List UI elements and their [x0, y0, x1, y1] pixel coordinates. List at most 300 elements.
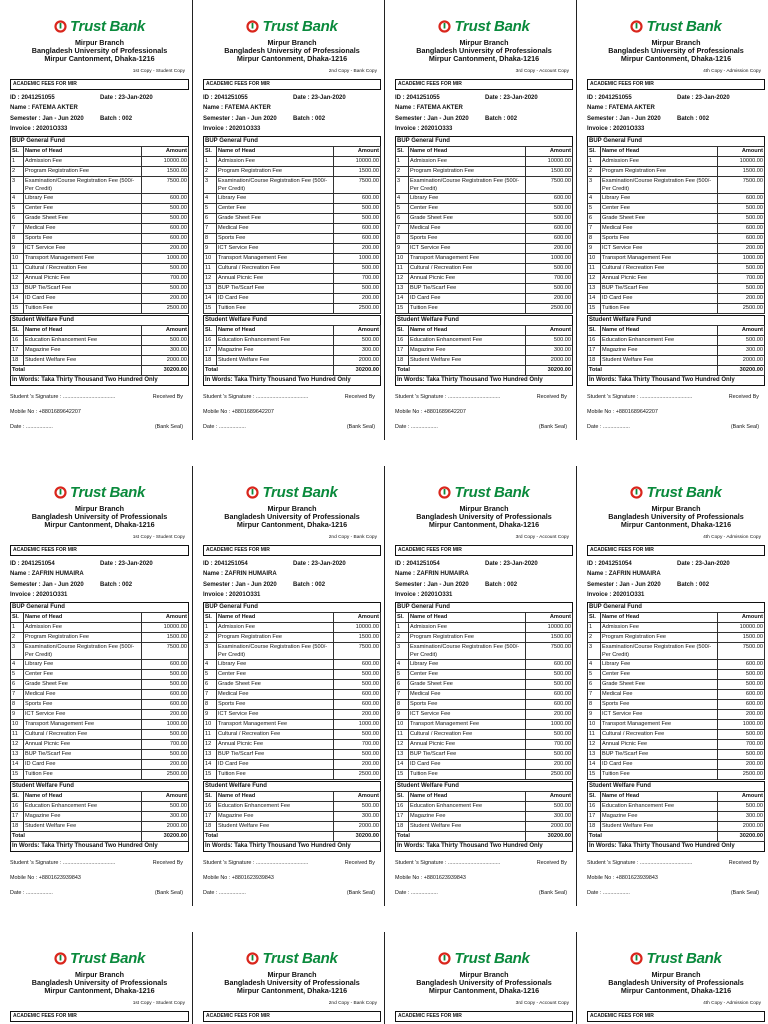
- total-label: Total: [588, 365, 718, 375]
- fee-sl: 16: [396, 335, 409, 345]
- table-header: [588, 791, 765, 801]
- col-amount: Amount: [718, 791, 765, 801]
- fee-amount: 300.00: [718, 345, 765, 355]
- fee-amount: 500.00: [334, 203, 381, 213]
- table-row: [396, 739, 573, 749]
- table-row: [11, 303, 189, 313]
- table-row: [204, 821, 381, 831]
- table-row: [204, 355, 381, 365]
- table-row: [588, 243, 765, 253]
- fee-amount: 10000.00: [142, 156, 189, 166]
- fee-sl: 18: [204, 821, 217, 831]
- fee-sl: 15: [204, 303, 217, 313]
- received-by: Received By: [152, 859, 183, 866]
- table-row: [204, 699, 381, 709]
- bank-name: Trust Bank: [646, 483, 722, 501]
- fee-sl: 8: [204, 233, 217, 243]
- invoice: Invoice : 20201O333: [587, 126, 645, 133]
- bup-fund-heading: BUP General Fund: [203, 136, 381, 146]
- fee-amount: 200.00: [526, 243, 573, 253]
- table-row: [588, 642, 765, 659]
- fee-amount: 2500.00: [526, 303, 573, 313]
- total-label: Total: [396, 831, 526, 841]
- total-label: Total: [11, 831, 142, 841]
- fee-head: Center Fee: [601, 203, 718, 213]
- fee-sl: 15: [396, 769, 409, 779]
- semester: Semester : Jan - Jun 2020: [10, 581, 84, 588]
- total-label: Total: [204, 831, 334, 841]
- table-row: [204, 345, 381, 355]
- table-row: [396, 213, 573, 223]
- fee-amount: 500.00: [334, 213, 381, 223]
- table-row: [588, 699, 765, 709]
- bup-fee-table: [587, 146, 765, 314]
- fee-head: Student Welfare Fee: [217, 355, 334, 365]
- bank-seal: (Bank Seal): [538, 423, 567, 430]
- fee-amount: 500.00: [718, 335, 765, 345]
- table-row: [11, 811, 189, 821]
- branch-name: Mirpur Branch: [74, 970, 125, 979]
- fee-amount: 500.00: [718, 213, 765, 223]
- total-amount: 30200.00: [142, 365, 189, 375]
- fee-head: Tuition Fee: [24, 769, 142, 779]
- fee-amount: 200.00: [718, 709, 765, 719]
- received-by: Received By: [728, 859, 759, 866]
- fee-amount: 7500.00: [526, 642, 573, 659]
- table-row: [396, 749, 573, 759]
- fee-sl: 9: [204, 709, 217, 719]
- table-row: [588, 156, 765, 166]
- col-sl: Sl.: [588, 791, 601, 801]
- signature-line: [10, 391, 189, 404]
- bank-name: Trust Bank: [69, 17, 146, 35]
- col-head: Name of Head: [24, 791, 142, 801]
- fee-head: Examination/Course Registration Fee (500/-Per Credit): [601, 176, 718, 193]
- fee-head: Annual Picnic Fee: [217, 273, 334, 283]
- branch-name: Mirpur Branch: [459, 504, 509, 513]
- table-row: [204, 739, 381, 749]
- batch: Batch : 002: [293, 581, 326, 588]
- fee-sl: 14: [396, 293, 409, 303]
- table-row: [11, 689, 189, 699]
- bup-fee-table: [10, 146, 189, 314]
- fee-sl: 9: [396, 243, 409, 253]
- fee-amount: 500.00: [526, 679, 573, 689]
- fee-head: Grade Sheet Fee: [601, 213, 718, 223]
- bank-name: Trust Bank: [69, 949, 146, 967]
- total-amount: 30200.00: [526, 365, 573, 375]
- table-header: [588, 146, 765, 156]
- table-row: [396, 709, 573, 719]
- table-row: [204, 749, 381, 759]
- fee-sl: 1: [588, 156, 601, 166]
- copy-label: 3rd Copy - Account Copy: [515, 68, 569, 74]
- fee-amount: 1500.00: [334, 166, 381, 176]
- copy-label: 3rd Copy - Account Copy: [515, 1000, 569, 1006]
- fee-head: Annual Picnic Fee: [409, 739, 526, 749]
- col-amount: Amount: [718, 325, 765, 335]
- fee-head: BUP Tie/Scarf Fee: [601, 749, 718, 759]
- fee-amount: 1000.00: [142, 719, 189, 729]
- fee-head: Grade Sheet Fee: [601, 679, 718, 689]
- copy-label: 4th Copy - Admission Copy: [703, 1000, 761, 1006]
- fee-head: Education Enhancement Fee: [217, 335, 334, 345]
- mobile-number: +8801689642207: [423, 408, 466, 415]
- fee-amount: 10000.00: [718, 156, 765, 166]
- fee-amount: 1000.00: [142, 253, 189, 263]
- fee-head: Sports Fee: [601, 233, 718, 243]
- semester: Semester : Jan - Jun 2020: [587, 581, 661, 588]
- slip-header: [395, 971, 573, 996]
- table-row: [11, 273, 189, 283]
- fee-sl: 2: [11, 632, 24, 642]
- branch-name: Mirpur Branch: [459, 970, 509, 979]
- fee-sl: 14: [588, 759, 601, 769]
- fee-sl: 4: [588, 193, 601, 203]
- slip-header: [203, 39, 381, 64]
- trust-bank-logo-icon: [54, 20, 67, 33]
- col-head: Name of Head: [24, 325, 142, 335]
- fee-head: Medical Fee: [409, 223, 526, 233]
- copy-label: 2nd Copy - Bank Copy: [328, 1000, 377, 1006]
- table-row: [588, 166, 765, 176]
- fee-amount: 200.00: [718, 243, 765, 253]
- fee-sl: 1: [204, 156, 217, 166]
- fees-title: ACADEMIC FEES FOR MIR: [203, 545, 381, 556]
- fee-head: Transport Management Fee: [601, 253, 718, 263]
- fee-amount: 600.00: [526, 699, 573, 709]
- fee-sl: 11: [11, 263, 24, 273]
- fee-amount: 1500.00: [718, 166, 765, 176]
- bank-seal: (Bank Seal): [154, 423, 183, 430]
- table-row: [588, 759, 765, 769]
- fee-amount: 200.00: [334, 759, 381, 769]
- fee-head: Annual Picnic Fee: [24, 273, 142, 283]
- fee-sl: 9: [588, 709, 601, 719]
- fee-sl: 7: [588, 223, 601, 233]
- fee-amount: 500.00: [718, 283, 765, 293]
- fee-head: Grade Sheet Fee: [24, 679, 142, 689]
- fee-amount: 500.00: [334, 679, 381, 689]
- fee-head: Admission Fee: [409, 156, 526, 166]
- payment-slip: [576, 466, 768, 906]
- table-row: [396, 669, 573, 679]
- fee-sl: 16: [588, 801, 601, 811]
- col-amount: Amount: [142, 325, 189, 335]
- fee-sl: 6: [396, 679, 409, 689]
- fee-head: Medical Fee: [409, 689, 526, 699]
- table-header: [11, 791, 189, 801]
- fee-head: Medical Fee: [601, 223, 718, 233]
- fee-sl: 9: [11, 709, 24, 719]
- fee-amount: 2000.00: [718, 355, 765, 365]
- bup-fund-heading: BUP General Fund: [10, 602, 189, 612]
- table-row: [588, 709, 765, 719]
- bup-fee-table: [203, 612, 381, 780]
- fee-amount: 700.00: [142, 273, 189, 283]
- fee-sl: 10: [588, 253, 601, 263]
- payment-slip: [192, 466, 384, 906]
- fee-head: Admission Fee: [601, 622, 718, 632]
- trust-bank-logo-icon: [438, 20, 451, 33]
- bank-logo: [10, 481, 189, 503]
- fee-sl: 4: [204, 193, 217, 203]
- fee-amount: 2500.00: [142, 769, 189, 779]
- fee-head: Sports Fee: [409, 233, 526, 243]
- table-row: [396, 689, 573, 699]
- batch: Batch : 002: [293, 115, 326, 122]
- fee-head: BUP Tie/Scarf Fee: [217, 749, 334, 759]
- welfare-fee-table: [203, 791, 381, 842]
- mobile-line: Mobile No : +8801623939843: [587, 874, 658, 881]
- copy-label: 2nd Copy - Bank Copy: [328, 534, 377, 540]
- copy-label: 1st Copy - Student Copy: [132, 534, 185, 540]
- fee-amount: 2000.00: [526, 821, 573, 831]
- total-amount: 30200.00: [334, 831, 381, 841]
- table-row: [396, 176, 573, 193]
- date-line: Date : .................. (Bank Seal): [587, 421, 765, 434]
- fee-sl: 17: [11, 811, 24, 821]
- table-row: [11, 679, 189, 689]
- fee-amount: 600.00: [718, 223, 765, 233]
- university-address: Mirpur Cantonment, Dhaka-1216: [44, 54, 155, 64]
- trust-bank-logo-icon: [630, 20, 643, 33]
- university-address: Mirpur Cantonment, Dhaka-1216: [620, 986, 732, 996]
- fee-sl: 6: [588, 213, 601, 223]
- col-head: Name of Head: [601, 325, 718, 335]
- branch-name: Mirpur Branch: [74, 38, 125, 47]
- table-header: [588, 612, 765, 622]
- fee-head: Examination/Course Registration Fee (500/-Per Credit): [409, 642, 526, 659]
- fee-amount: 700.00: [718, 739, 765, 749]
- fee-sl: 7: [204, 689, 217, 699]
- welfare-fund-heading: Student Welfare Fund: [395, 315, 573, 325]
- fee-sl: 14: [11, 759, 24, 769]
- university-name: Bangladesh University of Professionals: [224, 46, 360, 56]
- fee-amount: 2000.00: [142, 821, 189, 831]
- fee-head: Admission Fee: [217, 156, 334, 166]
- fee-head: ID Card Fee: [601, 759, 718, 769]
- fee-amount: 500.00: [334, 263, 381, 273]
- bank-seal: (Bank Seal): [346, 423, 375, 430]
- fee-sl: 16: [11, 801, 24, 811]
- fee-amount: 1500.00: [718, 632, 765, 642]
- fee-head: Grade Sheet Fee: [409, 679, 526, 689]
- fee-head: Medical Fee: [217, 689, 334, 699]
- fee-head: Cultural / Recreation Fee: [601, 729, 718, 739]
- fee-sl: 15: [204, 769, 217, 779]
- table-row: [204, 642, 381, 659]
- fee-head: Sports Fee: [217, 233, 334, 243]
- amount-in-words: In Words: Taka Thirty Thousand Two Hundred Only: [587, 842, 765, 852]
- fee-head: ID Card Fee: [217, 293, 334, 303]
- fee-amount: 500.00: [718, 669, 765, 679]
- fee-head: Center Fee: [409, 669, 526, 679]
- fee-head: Annual Picnic Fee: [24, 739, 142, 749]
- fee-head: Examination/Course Registration Fee (500/-Per Credit): [24, 642, 142, 659]
- university-address: Mirpur Cantonment, Dhaka-1216: [428, 54, 540, 64]
- fee-sl: 3: [204, 176, 217, 193]
- fee-sl: 12: [396, 739, 409, 749]
- table-row: [204, 811, 381, 821]
- fee-amount: 600.00: [142, 659, 189, 669]
- student-signature: Student 's Signature : ...................................: [587, 859, 693, 866]
- fee-sl: 17: [204, 345, 217, 355]
- student-name: Name : FATEMA AKTER: [395, 105, 463, 112]
- mobile-line: Mobile No : +8801689642207: [587, 408, 658, 415]
- fee-amount: 200.00: [142, 243, 189, 253]
- fee-amount: 1000.00: [526, 719, 573, 729]
- fee-amount: 500.00: [334, 729, 381, 739]
- bank-logo: [203, 15, 381, 37]
- fee-sl: 8: [396, 233, 409, 243]
- fee-head: ID Card Fee: [409, 293, 526, 303]
- fee-head: Medical Fee: [24, 689, 142, 699]
- student-id: ID : 2041251054: [395, 560, 440, 567]
- fee-amount: 7500.00: [142, 176, 189, 193]
- fee-sl: 16: [396, 801, 409, 811]
- fee-head: BUP Tie/Scarf Fee: [24, 283, 142, 293]
- fee-amount: 700.00: [526, 273, 573, 283]
- table-row: [396, 355, 573, 365]
- table-row: [396, 303, 573, 313]
- fee-sl: 12: [11, 273, 24, 283]
- fee-amount: 700.00: [526, 739, 573, 749]
- welfare-fund-heading: Student Welfare Fund: [203, 315, 381, 325]
- fee-head: Transport Management Fee: [409, 253, 526, 263]
- total-label: Total: [204, 365, 334, 375]
- fee-head: Grade Sheet Fee: [217, 213, 334, 223]
- table-row: [588, 622, 765, 632]
- table-row: [588, 293, 765, 303]
- trust-bank-logo-icon: [438, 486, 451, 499]
- table-row: [204, 243, 381, 253]
- welfare-fund-heading: Student Welfare Fund: [10, 781, 189, 791]
- mobile-line: Mobile No : +8801689642207: [395, 408, 466, 415]
- fee-head: Examination/Course Registration Fee (500/-Per Credit): [601, 642, 718, 659]
- university-name: Bangladesh University of Professionals: [416, 46, 552, 56]
- table-row: [11, 699, 189, 709]
- table-row: [396, 729, 573, 739]
- table-row: [588, 729, 765, 739]
- fee-head: BUP Tie/Scarf Fee: [217, 283, 334, 293]
- table-row: [11, 283, 189, 293]
- fee-amount: 1500.00: [142, 166, 189, 176]
- fee-head: Student Welfare Fee: [601, 821, 718, 831]
- fee-amount: 600.00: [718, 193, 765, 203]
- batch: Batch : 002: [100, 581, 133, 588]
- fee-amount: 7500.00: [334, 176, 381, 193]
- table-row: [588, 253, 765, 263]
- fees-title: ACADEMIC FEES FOR MIR: [395, 545, 573, 556]
- table-row: [11, 243, 189, 253]
- received-by: Received By: [152, 393, 183, 400]
- col-sl: Sl.: [11, 612, 24, 622]
- copy-label: 3rd Copy - Account Copy: [515, 534, 569, 540]
- table-row: [396, 233, 573, 243]
- batch: Batch : 002: [677, 115, 710, 122]
- trust-bank-logo-icon: [630, 486, 643, 499]
- fee-amount: 200.00: [334, 709, 381, 719]
- fee-amount: 500.00: [142, 729, 189, 739]
- table-row: [204, 709, 381, 719]
- fee-head: Library Fee: [24, 659, 142, 669]
- fee-sl: 15: [588, 769, 601, 779]
- fee-head: Annual Picnic Fee: [409, 273, 526, 283]
- fee-head: Examination/Course Registration Fee (500/-Per Credit): [217, 642, 334, 659]
- fee-head: Education Enhancement Fee: [217, 801, 334, 811]
- fee-amount: 2500.00: [718, 769, 765, 779]
- fee-sl: 13: [588, 283, 601, 293]
- slip-date: Date : 23-Jan-2020: [293, 560, 346, 567]
- fee-sl: 12: [588, 739, 601, 749]
- table-row: [11, 335, 189, 345]
- table-row: [588, 669, 765, 679]
- bup-fund-heading: BUP General Fund: [203, 602, 381, 612]
- copy-label: 1st Copy - Student Copy: [132, 1000, 185, 1006]
- col-amount: Amount: [718, 146, 765, 156]
- fee-amount: 2000.00: [142, 355, 189, 365]
- fee-head: BUP Tie/Scarf Fee: [24, 749, 142, 759]
- col-amount: Amount: [142, 791, 189, 801]
- fee-amount: 500.00: [526, 203, 573, 213]
- fee-head: Magazine Fee: [409, 811, 526, 821]
- copy-label: 1st Copy - Student Copy: [132, 68, 185, 74]
- fee-head: Program Registration Fee: [24, 166, 142, 176]
- fee-amount: 500.00: [526, 263, 573, 273]
- table-row: [396, 293, 573, 303]
- table-row: [588, 719, 765, 729]
- date-line: Date : .................. (Bank Seal): [395, 421, 573, 434]
- table-header: [204, 325, 381, 335]
- slip-date: Date : 23-Jan-2020: [100, 94, 153, 101]
- welfare-fund-heading: Student Welfare Fund: [395, 781, 573, 791]
- student-info: [395, 559, 573, 601]
- table-row: [588, 273, 765, 283]
- slip-header: [10, 505, 189, 530]
- payment-slip: [576, 0, 768, 440]
- table-header: [204, 791, 381, 801]
- fees-title: ACADEMIC FEES FOR MIR: [10, 545, 189, 556]
- fee-sl: 9: [204, 243, 217, 253]
- fee-amount: 600.00: [526, 689, 573, 699]
- payment-slip: [576, 932, 768, 1024]
- total-row: [396, 831, 573, 841]
- table-row: [396, 769, 573, 779]
- col-sl: Sl.: [204, 791, 217, 801]
- table-row: [588, 632, 765, 642]
- fee-amount: 500.00: [718, 679, 765, 689]
- fee-sl: 18: [588, 821, 601, 831]
- mobile-line: Mobile No : +8801623939843: [10, 874, 81, 881]
- fee-amount: 2500.00: [334, 303, 381, 313]
- fee-amount: 2500.00: [334, 769, 381, 779]
- fee-head: ID Card Fee: [601, 293, 718, 303]
- fee-sl: 12: [204, 273, 217, 283]
- table-row: [11, 719, 189, 729]
- fee-amount: 600.00: [142, 699, 189, 709]
- amount-in-words: In Words: Taka Thirty Thousand Two Hundred Only: [203, 376, 381, 386]
- bank-logo: [203, 481, 381, 503]
- student-signature: Student 's Signature : ...................................: [395, 393, 501, 400]
- fee-sl: 18: [204, 355, 217, 365]
- date-line: Date : .................. (Bank Seal): [10, 887, 189, 900]
- fee-head: BUP Tie/Scarf Fee: [601, 283, 718, 293]
- table-row: [204, 223, 381, 233]
- fee-amount: 200.00: [142, 293, 189, 303]
- fee-sl: 17: [588, 811, 601, 821]
- col-sl: Sl.: [588, 146, 601, 156]
